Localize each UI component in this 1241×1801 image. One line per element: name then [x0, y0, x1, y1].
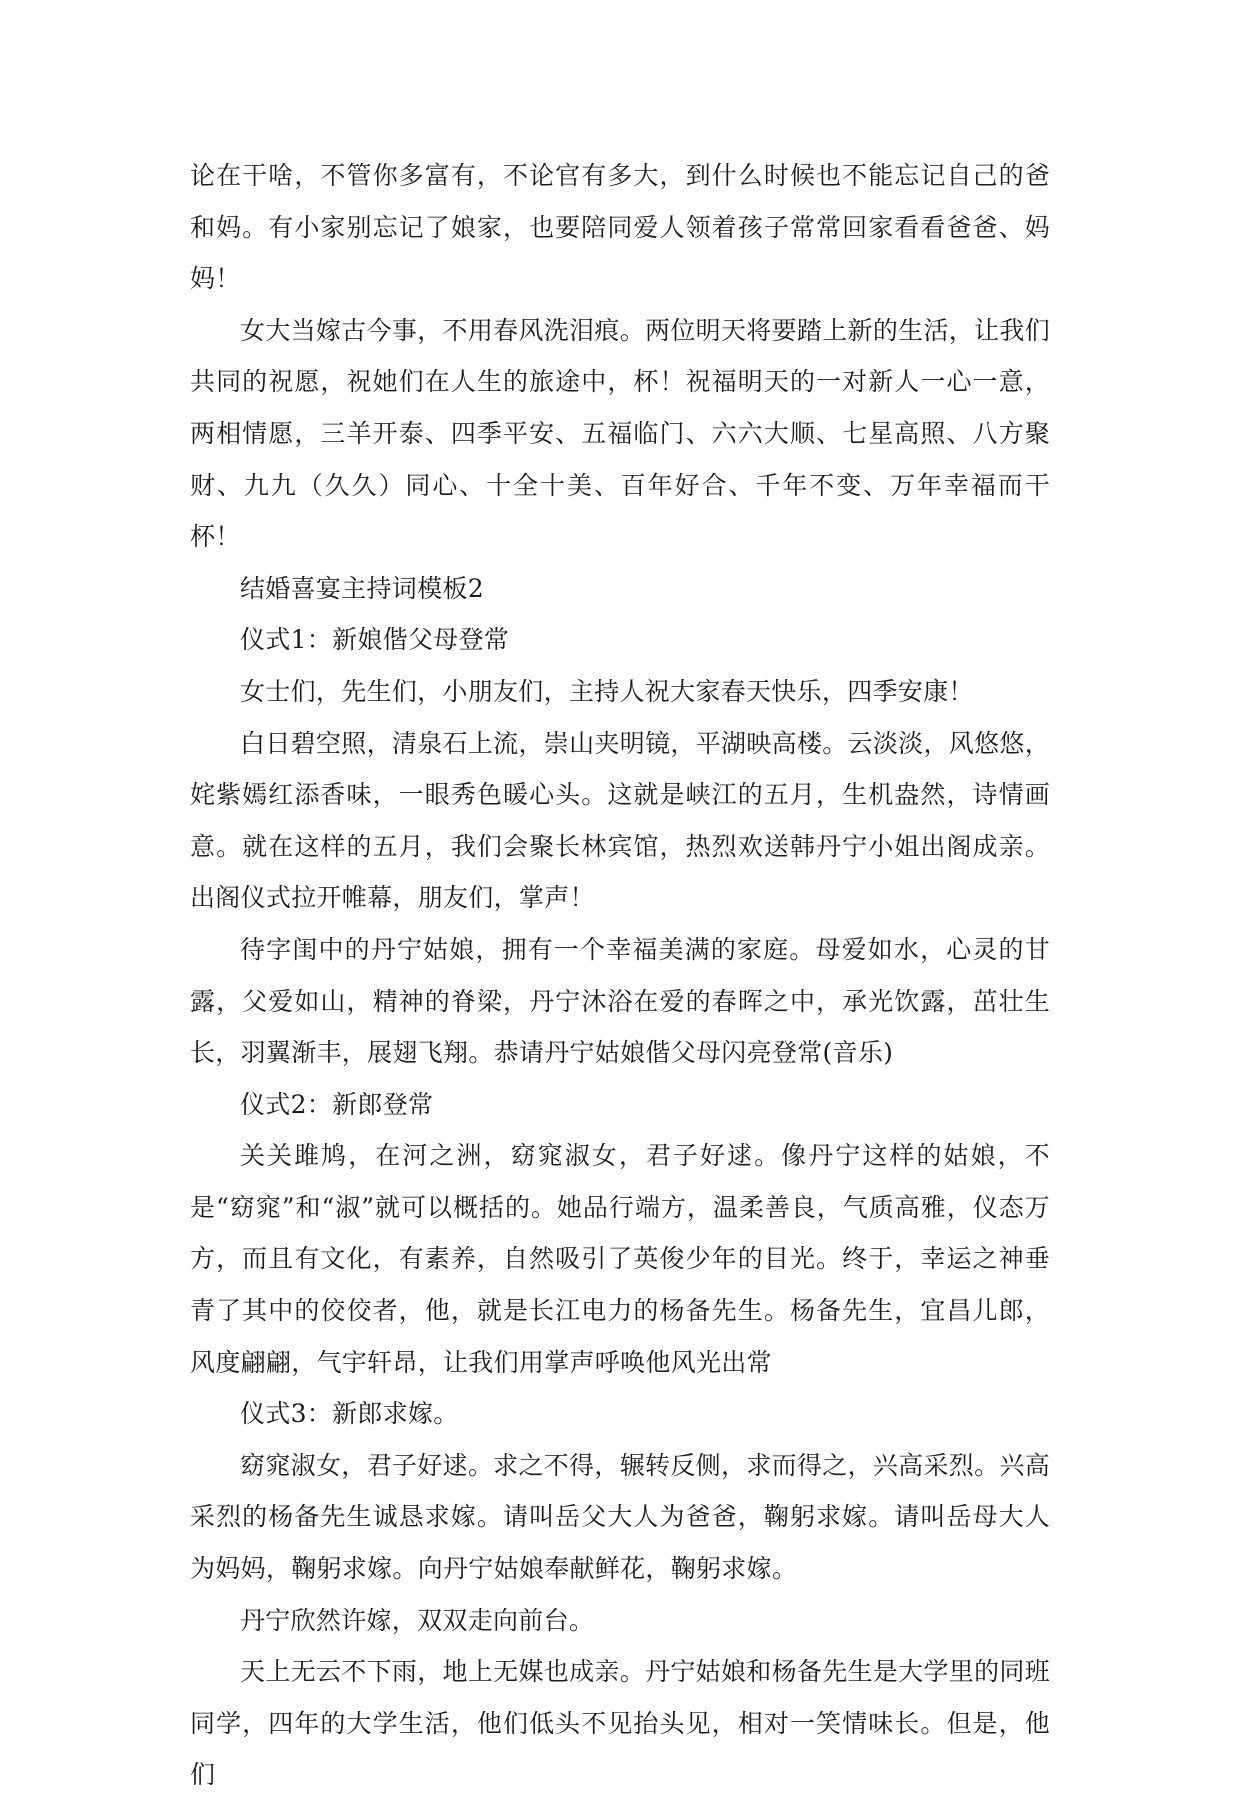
paragraph-consent: 丹宁欣然许嫁，双双走向前台。 [240, 1605, 595, 1635]
paragraph-1: 论在干啥，不管你多富有，不论官有多大，到什么时候也不能忘记自己的爸和妈。有小家别忘记了娘家，也要陪同爱人领着孩子常常回家看看爸爸、妈妈！ [190, 161, 1050, 294]
paragraph-bride: 待字闺中的丹宁姑娘，拥有一个幸福美满的家庭。母爱如水，心灵的甘露，父爱如山，精神的脊梁，丹宁沐浴在爱的春晖之中，承光饮露，茁壮生长，羽翼渐丰，展翅飞翔。恭请丹宁姑娘偕父母闪亮登常(音乐) [190, 934, 1050, 1068]
document-page [190, 150, 1050, 1801]
paragraph-groom: 关关雎鸠，在河之洲，窈窕淑女，君子好逑。像丹宁这样的姑娘，不是“窈窕”和“淑”就可以概括的。她品行端方，温柔善良，气质高雅，仪态万方，而且有文化，有素养，自然吸引了英俊少年的目光。终于，幸运之神垂青了其中的佼佼者，他，就是长江电力的杨备先生。杨备先生，宜昌儿郎，风度翩翩，气宇轩昂，让我们用掌声呼唤他风光出常 [190, 1141, 1050, 1377]
section-heading: 结婚喜宴主持词模板2 [240, 573, 484, 603]
paragraph-scenery: 白日碧空照，清泉石上流，崇山夹明镜，平湖映高楼。云淡淡，风悠悠，姹紫嫣红添香味，一眼秀色暖心头。这就是峡江的五月，生机盎然，诗情画意。就在这样的五月，我们会聚长林宾馆，热烈欢送韩丹宁小姐出阁成亲。出阁仪式拉开帷幕，朋友们，掌声！ [190, 728, 1050, 913]
paragraph-proposal: 窈窕淑女，君子好逑。求之不得，辗转反侧，求而得之，兴高采烈。兴高采烈的杨备先生诚恳求嫁。请叫岳父大人为爸爸，鞠躬求嫁。请叫岳母大人为妈妈，鞠躬求嫁。向丹宁姑娘奉献鲜花，鞠躬求嫁。 [190, 1450, 1050, 1584]
paragraph-2: 女大当嫁古今事，不用春风洗泪痕。两位明天将要踏上新的生活，让我们共同的祝愿，祝她们在人生的旅途中，杯！祝福明天的一对新人一心一意，两相情愿，三羊开泰、四季平安、五福临门、六六大顺、七星高照、八方聚财、九九（久久）同心、十全十美、百年好合、千年不变、万年幸福而干杯！ [190, 315, 1050, 552]
ceremony-1-heading: 仪式1：新娘偕父母登常 [240, 625, 510, 655]
paragraph-greeting: 女士们，先生们，小朋友们，主持人祝大家春天快乐，四季安康！ [240, 676, 974, 706]
ceremony-3-heading: 仪式3：新郎求嫁。 [240, 1399, 459, 1429]
paragraph-story: 天上无云不下雨，地上无媒也成亲。丹宁姑娘和杨备先生是大学里的同班同学，四年的大学生活，他们低头不见抬头见，相对一笑情味长。但是，他们 [190, 1657, 1050, 1790]
ceremony-2-heading: 仪式2：新郎登常 [240, 1089, 434, 1119]
